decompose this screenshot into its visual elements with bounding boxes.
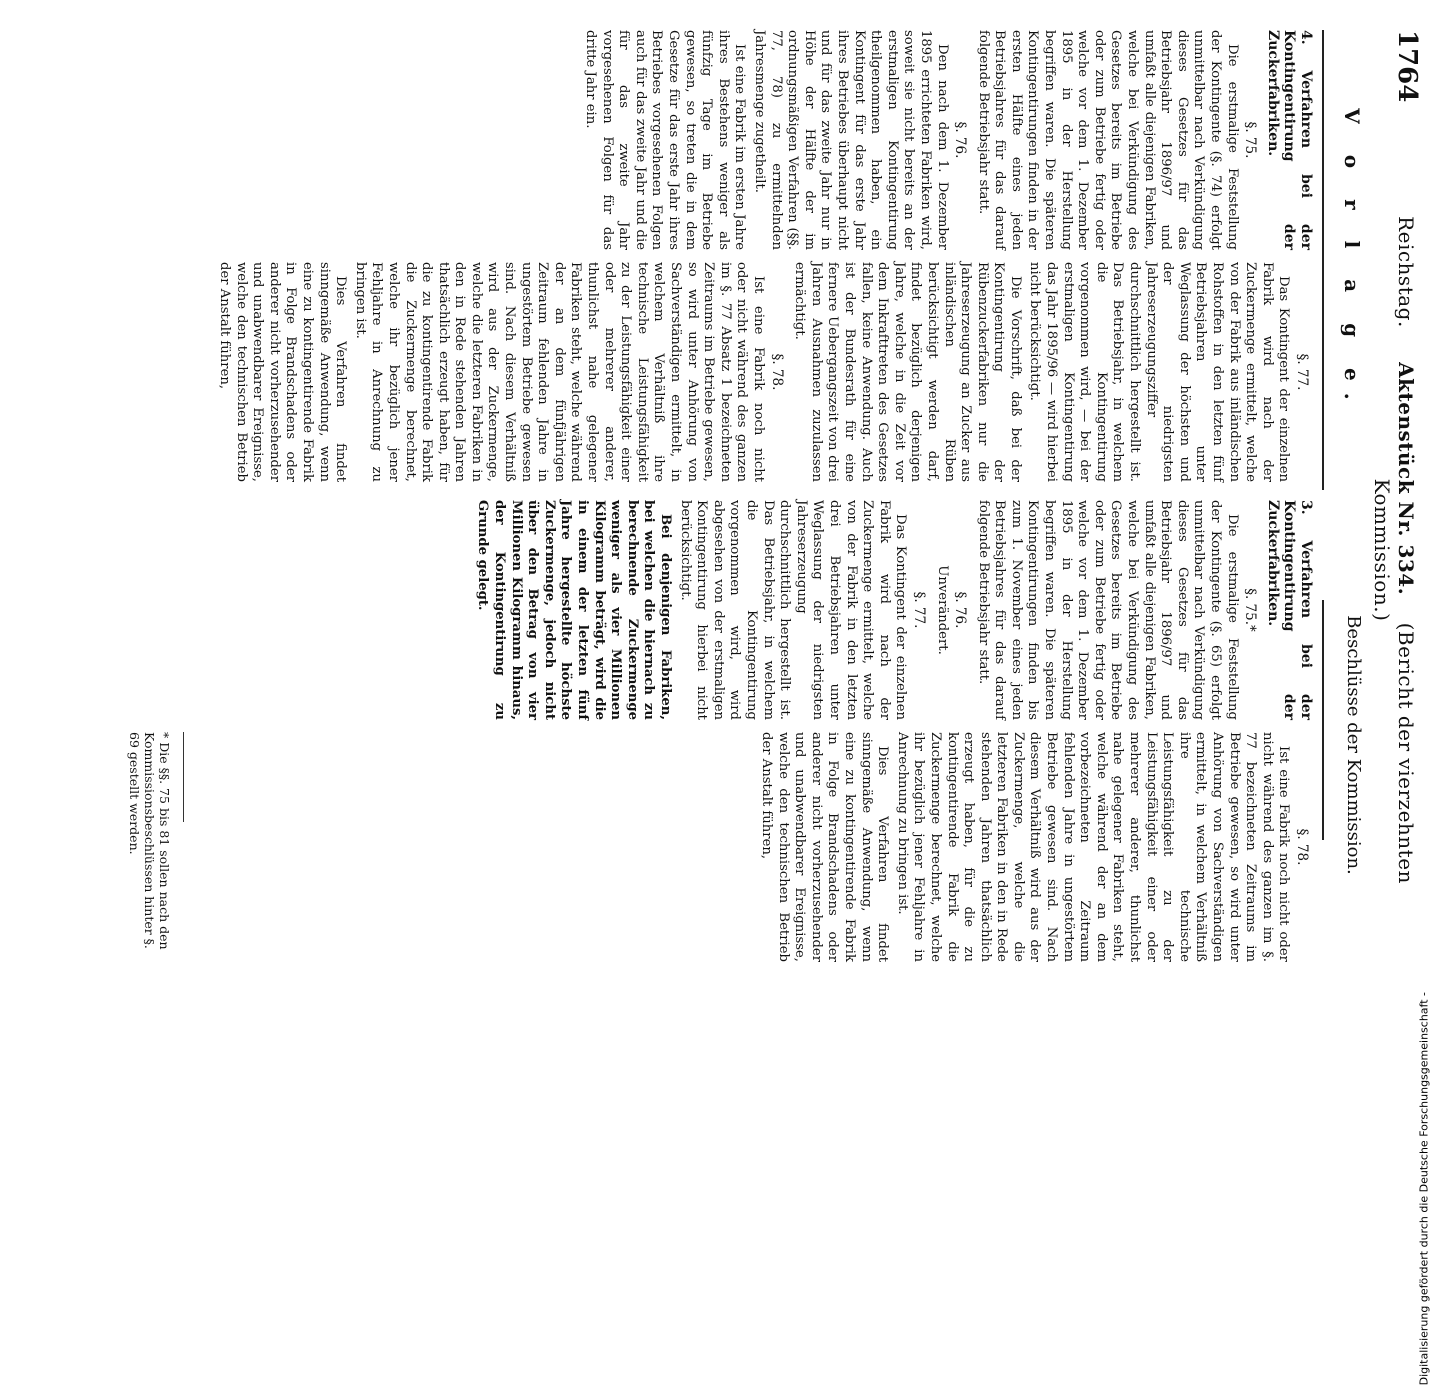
footnote-rule bbox=[183, 732, 184, 822]
col2-section-77: §. 77. bbox=[1294, 353, 1310, 391]
column-1 bbox=[578, 30, 1316, 250]
footnote: * Die §§. 75 bis 81 sollen nach den Kommissionsbeschlüssen hinter §. 69 gestellt werden. bbox=[127, 732, 172, 950]
dfg-strip bbox=[100, 958, 1430, 1385]
col2-paragraph-4: Dies Verfahren findet sinngemäße Anwendung, wenn eine zu kontingentirende Fabrik in Folge Brandschadens oder anderer nicht vorherzusehender und unabwendbarer Ereignisse, welche den technischen Betrieb der Anstalt führen, bbox=[217, 262, 349, 482]
divider-left bbox=[1322, 30, 1324, 490]
vorlage-title: V o r l a g e. bbox=[1340, 108, 1364, 412]
col4-paragraph-1: Ist eine Fabrik noch nicht oder nicht während des ganzen im §. 77 bezeichneten Zeitraums im Betriebe gewesen, so wird unter Anhörung von Sachverständigen ermittelt, in welchem Verhältniß ihre technische Leistungsfähigkeit zu der Leistungsfähigkeit einer oder mehrerer anderer, thunlichst nahe gelegener Fabriken steht, welche während der an dem vorbezeichneten Zeitraum fehlenden Jahre in ungestörtem Betriebe gewesen sind. Nach diesem Verhältniß wird aus der Zuckermenge, welche die letzteren Fabriken in den in Rede stehenden Jahren thatsächlich erzeugt haben, für die zu kontingentirende Fabrik die Zuckermenge berechnet, welche ihr bezüglich jener Fehljahre in Anrechnung zu bringen ist. bbox=[894, 732, 1292, 962]
col3-paragraph-3: Bei denjenigen Fabriken, bei welchen die hiernach zu berechnende Zuckermenge weniger als vier Millionen Kilogramm beträgt, wird die in einem der letzten fünf Jahre hergestellte höchste Zuckermenge, jedoch nicht über den Betrag von vier Millionen Kilogramm hinaus, der Kontingentirung zu Grunde gelegt. bbox=[475, 500, 674, 720]
column-2 bbox=[212, 262, 1316, 482]
col1-heading: 4. Verfahren bei der Kontingentirung der Zuckerfabriken. bbox=[1264, 30, 1314, 250]
col2-section-78: §. 78. bbox=[768, 353, 785, 391]
col4-paragraph-2: Dies Verfahren findet sinngemäße Anwendung, wenn eine zu kontingentirende Fabrik in Folge Brandschadens oder anderer nicht vorherzusehender und unabwendbarer Ereignisse, welche den technischen Betrieb der Anstalt führen, bbox=[759, 732, 891, 962]
page-header bbox=[1370, 30, 1424, 970]
col3-heading: 3. Verfahren bei der Kontingentirung der Zuckerfabriken. bbox=[1264, 500, 1314, 720]
header-left: Reichstag. bbox=[1394, 216, 1418, 328]
beschluesse-title: Beschlüsse der Kommission. bbox=[1343, 615, 1364, 875]
header-right: (Bericht der vierzehnten Kommission.) bbox=[1370, 478, 1418, 884]
col1-paragraph-3: Ist eine Fabrik im ersten Jahre ihres Bestehens weniger als fünfzig Tage im Betriebe gewesen, so treten die in dem Gesetze für das erste Jahr ihres Betriebes vorgesehenen Folgen auch für das zweite Jahr und die für das zweite Jahr vorgesehenen Folgen für das dritte Jahr ein. bbox=[583, 30, 748, 250]
header-middle: Aktenstück Nr. 334. bbox=[1394, 362, 1418, 596]
dfg-note: Digitalisierung gefördert durch die Deutsche Forschungsgemeinschaft - bbox=[1417, 992, 1430, 1385]
column-3 bbox=[471, 500, 1316, 720]
col1-section-76: §. 76. bbox=[952, 121, 969, 159]
col3-section-77: §. 77. bbox=[910, 591, 927, 629]
col3-paragraph-2: Das Kontingent der einzelnen Fabrik wird nach der Zuckermenge ermittelt, welche von der Fabrik in den letzten drei Betriebsjahren unter Weglassung der niedrigsten Jahreserzeugung durchschnittlich hergestellt ist. Das Betriebsjahr, in welchem die Kontingentirung vorgenommen wird, wird abgesehen von der erstmaligen Kontingentirung hierbei nicht berücksichtigt. bbox=[677, 500, 909, 720]
col2-paragraph-2: Die Vorschrift, daß bei der Kontingentirung der Rübenzuckerfabriken nur die Jahreserzeugung an Zucker aus inländischen Rüben berücksichtigt werden darf, findet bezüglich derjenigen Jahre, welche in die Zeit vor dem Inkrafttreten des Gesetzes fallen, keine Anwendung. Auch ist der Bundesrath für eine fernere Uebergangszeit von drei Jahren Ausnahmen zuzulassen ermächtigt. bbox=[792, 262, 1023, 482]
col3-section-76: §. 76. bbox=[952, 591, 969, 629]
column-4 bbox=[754, 732, 1316, 962]
section-titles bbox=[1330, 30, 1364, 970]
divider-right bbox=[1322, 600, 1324, 840]
col2-paragraph-1: Das Kontingent der einzelnen Fabrik wird nach der Zuckermenge ermittelt, welche von der Fabrik aus inländischen Rohstoffen in den letzten fünf Betriebsjahren unter Weglassung der höchsten und der niedrigsten Jahreserzeugungsziffer durchschnittlich hergestellt ist. Das Betriebsjahr, in welchem die Kontingentirung vorgenommen wird, — bei der erstmaligen Kontingentirung das Jahr 1895/96 — wird hierbei nicht berücksichtigt. bbox=[1027, 262, 1292, 482]
col1-section-75: §. 75. bbox=[1242, 121, 1259, 159]
col3-section-75: §. 75.* bbox=[1242, 588, 1259, 632]
col1-paragraph-2: Den nach dem 1. Dezember 1895 errichteten Fabriken wird, soweit sie nicht bereits an der erstmaligen Kontingentirung theilgenommen haben, ein Kontingent für das erste Jahr ihres Betriebes überhaupt nicht und für das zweite Jahr nur in Höhe der Hälfte der im ordnungsmäßigen Verfahren (§§. 77, 78) zu ermittelnden Jahresmenge zugetheilt. bbox=[752, 30, 950, 250]
header-line bbox=[1370, 190, 1418, 910]
col3-unveraendert: Unverändert. bbox=[934, 565, 950, 655]
col2-paragraph-3: Ist eine Fabrik noch nicht oder nicht während des ganzen im §. 77 Absatz 1 bezeichneten Zeitraums im Betriebe gewesen, so wird unter Anhörung von Sachverständigen ermittelt, in welchem Verhältniß ihre technische Leistungsfähigkeit zu der Leistungsfähigkeit einer oder mehrerer anderer, thunlichst nahe gelegener Fabriken steht, welche während der an dem fünfjährigen Zeitraum fehlenden Jahre in ungestörtem Betriebe gewesen sind. Nach diesem Verhältniß wird aus der Zuckermenge, welche die letzteren Fabriken in den in Rede stehenden Jahren thatsächlich erzeugt haben, für die zu kontingentirende Fabrik die Zuckermenge berechnet, welche ihr bezüglich jener Fehljahre in Anrechnung zu bringen ist. bbox=[352, 262, 766, 482]
col3-paragraph-1: Die erstmalige Feststellung der Kontingente (§. 65) erfolgt unmittelbar nach Verkündigung dieses Gesetzes für das Betriebsjahr 1896/97 und umfaßt alle diejenigen Fabriken, welche bei Verkündigung des Gesetzes bereits im Betriebe oder zum Betriebe fertig oder welche vor dem 1. Dezember 1895 in der Herstellung begriffen waren. Die späteren Kontingentirungen finden bis zum 1. November eines jeden Betriebsjahres für das darauf folgende Betriebsjahr statt. bbox=[975, 500, 1240, 720]
page-number: 1764 bbox=[1392, 30, 1422, 103]
col4-section-78: §. 78. bbox=[1294, 828, 1310, 866]
col1-paragraph-1: Die erstmalige Feststellung der Kontingente (§. 74) erfolgt unmittelbar nach Verkündigung dieses Gesetzes für das Betriebsjahr 1896/97 und umfaßt alle diejenigen Fabriken, welche bei Verkündigung des Gesetzes bereits im Betriebe oder zum Betriebe fertig oder welche vor dem 1. Dezember 1895 in der Herstellung begriffen waren. Die späteren Kontingentirungen finden in der ersten Hälfte eines jeden Betriebsjahres für das darauf folgende Betriebsjahr statt. bbox=[975, 30, 1240, 250]
